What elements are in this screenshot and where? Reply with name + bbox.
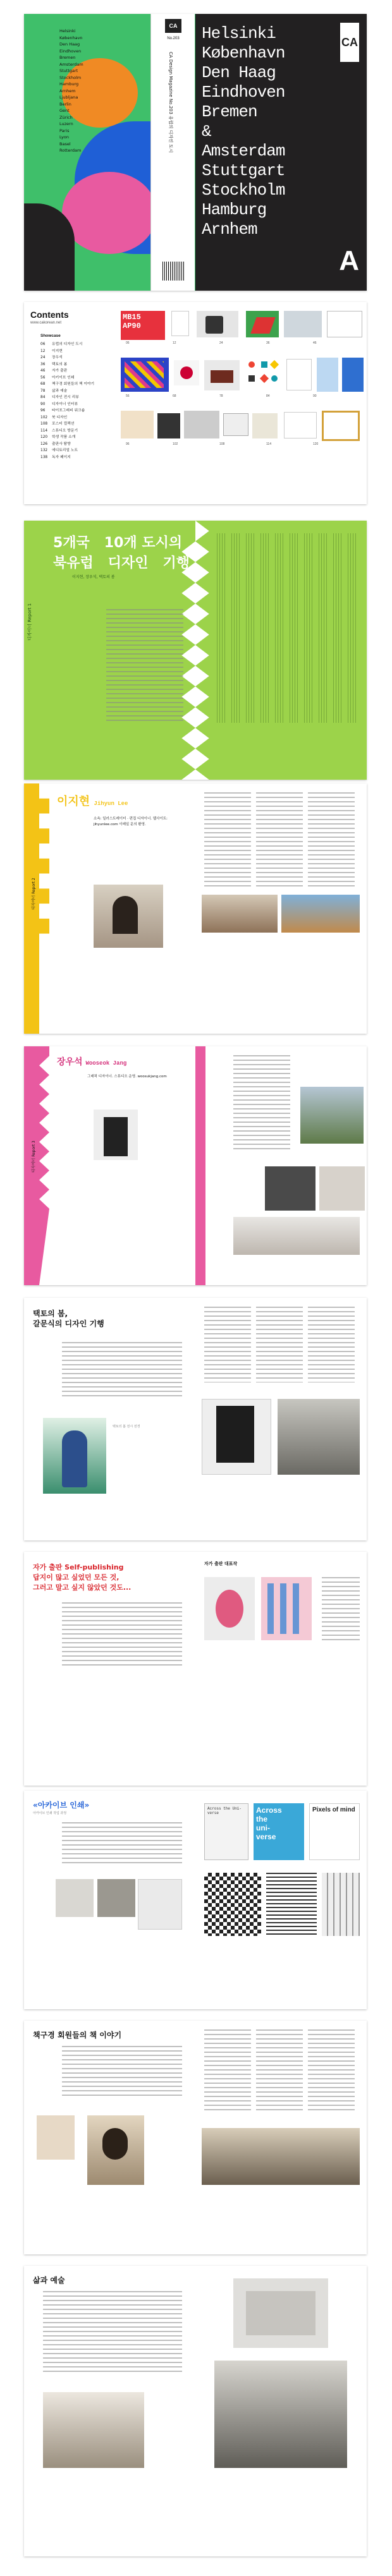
- feature-column: [246, 533, 255, 723]
- self-right: [195, 1552, 367, 1786]
- feature-column: [217, 533, 226, 723]
- toc-text: 장우석: [52, 356, 63, 360]
- cover-big-letter: A: [339, 245, 359, 276]
- cover-city: Eindhoven: [202, 83, 285, 102]
- back-list-item: Ljubljana: [59, 95, 78, 100]
- feature-column: [333, 533, 342, 723]
- back-list-item: Helsinki: [59, 28, 76, 33]
- jang-bio: 그래픽 디자이너. 스튜디오 운영. woosukjang.com: [87, 1075, 167, 1079]
- self-left: [24, 1552, 195, 1786]
- back-list-item: Stuttgart: [59, 68, 78, 73]
- toc-text: 타이포그래피 워크숍: [52, 409, 85, 413]
- back-list-item: Bremen: [59, 55, 76, 60]
- archive-spread: [24, 1791, 367, 2009]
- life-title: 삶과 예술: [33, 2276, 65, 2285]
- toc-text: 독자 페이지: [52, 455, 71, 459]
- back-list-item: Zürich: [59, 114, 73, 120]
- feature-column: [290, 533, 298, 723]
- pixels-book: Pixels of mind: [309, 1803, 360, 1860]
- feature-column: [304, 533, 313, 723]
- thumb-label: 108: [219, 442, 225, 446]
- self-spread: [24, 1552, 367, 1786]
- bookclub-title: 책구경 회원들의 책 이야기: [33, 2031, 122, 2040]
- thumb-label: 06: [126, 341, 130, 345]
- archive-subtitle: 아카이브 인쇄 작업 과정: [33, 1811, 67, 1815]
- spine-logo: CA: [165, 19, 181, 33]
- toc-text: 에디토리얼 노트: [52, 449, 78, 452]
- toc-number: 120: [40, 435, 48, 439]
- city-stack: [202, 24, 334, 239]
- thumb-label: 12: [173, 341, 176, 345]
- toc-number: 90: [40, 402, 46, 406]
- toc-text: 디자인 전시 리뷰: [52, 396, 79, 399]
- toc-number: 102: [40, 415, 48, 420]
- toc-text: 학생 작품 소개: [52, 435, 76, 439]
- life-spread: [24, 2266, 367, 2556]
- jang-portrait: [94, 1110, 138, 1160]
- bookclub-right: [195, 2021, 367, 2254]
- lee-spread: [24, 783, 367, 1034]
- toc-text: 책구경 회원들의 책 이야기: [52, 382, 95, 386]
- toc-text: 스튜디오 방문기: [52, 428, 78, 433]
- toc-text: 이지현: [52, 349, 63, 353]
- jang-side-label: 디자이너 Report 3: [32, 1140, 36, 1173]
- feature-column: [348, 533, 357, 723]
- back-list-item: Berlin: [59, 101, 71, 107]
- back-list-item: Gent: [59, 108, 70, 113]
- toc-text: 삶과 예술: [52, 389, 68, 393]
- back-list-item: Hamburg: [59, 82, 79, 87]
- cover-logo-block: CA: [340, 23, 359, 62]
- back-list-item: Luzern: [59, 121, 73, 126]
- bookclub-left: [24, 2021, 195, 2254]
- toc-item[interactable]: [40, 441, 135, 448]
- contents-subtitle: www.cakorean.net: [30, 321, 62, 325]
- spine: [150, 14, 195, 291]
- toc-item[interactable]: [40, 394, 135, 401]
- taekto-caption: 택토의 봄 전시 전경: [113, 1425, 140, 1429]
- toc-text: 출판사 탐방: [52, 442, 71, 446]
- taekto-spread: [24, 1298, 367, 1540]
- cover-city: København: [202, 44, 285, 63]
- archive-right: Across the Uni-verse Across the uni- verse Pixels of mind: [195, 1791, 367, 2009]
- toc-text: 유럽의 디자인 도시: [52, 342, 83, 346]
- self-title-3: 그러고 말고 싶지 않았던 것도...: [33, 1583, 132, 1592]
- toc-number: 108: [40, 422, 48, 426]
- taekto-right: [195, 1298, 367, 1540]
- toc-number: 24: [40, 356, 46, 360]
- thumb-label: 120: [313, 442, 319, 446]
- jang-right: [195, 1046, 367, 1285]
- thumb-label: 78: [219, 394, 223, 398]
- thumb-label: 90: [313, 394, 317, 398]
- thumb-label: 68: [173, 394, 176, 398]
- thumb-label: 114: [266, 442, 271, 446]
- archive-title: «아카이브 인쇄»: [33, 1801, 90, 1810]
- feature-column: [260, 533, 269, 723]
- toc-number: 06: [40, 342, 46, 346]
- contents-spread: [24, 302, 367, 504]
- toc-item[interactable]: [40, 447, 135, 454]
- back-list-item: Eindhoven: [59, 48, 82, 54]
- jang-spread: [24, 1046, 367, 1285]
- self-right-heading: 자가 출판 대표작: [204, 1561, 238, 1566]
- toc-item[interactable]: [40, 341, 135, 348]
- pink-blob: [62, 172, 157, 254]
- feature-left: [24, 521, 195, 780]
- toc-number: 36: [40, 362, 46, 366]
- back-list-item: Den Haag: [59, 42, 80, 47]
- life-right: [195, 2266, 367, 2556]
- contents-section-label: Showcase: [40, 334, 61, 338]
- thumb-label: 24: [219, 341, 223, 345]
- toc-item[interactable]: [40, 401, 135, 408]
- back-list-item: Amsterdam: [59, 61, 83, 67]
- lee-right: [195, 783, 367, 1034]
- archive-left: [24, 1791, 195, 2009]
- lee-portrait: [94, 885, 163, 948]
- toc-number: 68: [40, 382, 46, 386]
- toc-number: 84: [40, 396, 46, 399]
- cover-spread: [24, 14, 367, 291]
- lee-bio: 소속: 일러스트레이터 · 편집 디자이너. 웹사이트: jihyunlee.com 이메일 문의 환영.: [94, 817, 168, 826]
- back-list-item: Basel: [59, 141, 71, 147]
- front-cover: [195, 14, 367, 291]
- toc-item[interactable]: [40, 348, 135, 355]
- cover-city: Stuttgart: [202, 161, 285, 180]
- feature-title-1: 5개국 10개 도시의: [53, 535, 183, 551]
- toc-text: 택토의 봄: [52, 362, 68, 366]
- toc-text: 아키이브 인쇄: [52, 375, 75, 380]
- across-book: Across the Uni-verse: [204, 1803, 248, 1860]
- feature-byline: 이지현, 장우석, 택토의 봄: [72, 575, 115, 579]
- cover-city: Arnhem: [202, 220, 257, 239]
- thumb-label: 84: [266, 394, 270, 398]
- spine-text: CA Design Magazine No.203 유럽의 디자인 도시: [168, 52, 173, 153]
- thumb-label: 96: [126, 442, 130, 446]
- toc-number: 12: [40, 349, 46, 353]
- back-list-item: Lyon: [59, 135, 69, 140]
- back-list-item: Rotterdam: [59, 148, 82, 153]
- cover-city: Bremen: [202, 102, 257, 121]
- back-list-item: Paris: [59, 128, 70, 133]
- toc-text: 디자이너 인터뷰: [52, 402, 78, 406]
- back-list-item: Stockholm: [59, 75, 82, 80]
- feature-side-label: 디자이너 Report 1: [27, 603, 32, 641]
- toc-item[interactable]: [40, 454, 135, 461]
- feature-right: [195, 521, 367, 780]
- taekto-title-2: 갈문식의 디자인 기행: [33, 1319, 104, 1328]
- contents-page: [24, 302, 195, 504]
- thumb-label: 46: [313, 341, 317, 345]
- jang-name: 장우석 Wooseok Jang: [57, 1057, 127, 1067]
- toc-number: 78: [40, 389, 46, 393]
- city-list: [59, 28, 161, 154]
- taekto-left: [24, 1298, 195, 1540]
- toc-text: 북 디자인: [52, 415, 68, 420]
- cover-city: Amsterdam: [202, 142, 285, 160]
- back-list-item: København: [59, 35, 83, 40]
- thumb-label: 56: [126, 394, 130, 398]
- cover-city: &: [202, 122, 211, 141]
- toc-text: 자가 출판: [52, 369, 68, 373]
- feature-column: [231, 533, 240, 723]
- lee-side-label: 디자이너 Report 2: [32, 878, 36, 910]
- cover-city: Den Haag: [202, 63, 276, 82]
- self-title-1: 자가 출판 Self-publishing: [33, 1563, 124, 1571]
- toc-number: 114: [40, 428, 48, 433]
- toc-number: 138: [40, 455, 48, 459]
- contents-title: Contents: [30, 310, 69, 320]
- thumb-label: 102: [173, 442, 178, 446]
- cover-city: Hamburg: [202, 200, 267, 219]
- contents-thumbs: MB15 AP90 06 12 24 36 46 56 68 78 84 90 96 102 108 114 120: [195, 302, 367, 504]
- back-list-item: Arnhem: [59, 88, 76, 94]
- thumb-label: 36: [266, 341, 270, 345]
- life-left: [24, 2266, 195, 2556]
- yellow-zigzag: [24, 783, 49, 1034]
- feature-title-2: 북유럽 디자인 기행: [53, 555, 190, 571]
- taekto-title-1: 택토의 봄,: [33, 1309, 68, 1318]
- feature-spread: [24, 521, 367, 780]
- toc-number: 132: [40, 449, 48, 452]
- toc-number: 56: [40, 375, 46, 380]
- cover-city: Stockholm: [202, 181, 285, 200]
- bookclub-spread: [24, 2021, 367, 2254]
- toc-number: 126: [40, 442, 48, 446]
- jang-left: [24, 1046, 195, 1285]
- feature-column: [319, 533, 328, 723]
- toc-text: 포스터 컬렉션: [52, 422, 75, 426]
- magenta-zigzag: [24, 1046, 49, 1285]
- taekto-photo: [43, 1418, 106, 1494]
- self-title-2: 답지이 많고 싶었던 모든 것,: [33, 1573, 119, 1581]
- toc-number: 46: [40, 369, 46, 373]
- feature-column: [275, 533, 284, 723]
- lee-name: 이지현 Jihyun Lee: [57, 795, 128, 808]
- spine-issue: No.203: [167, 37, 180, 40]
- toc-number: 96: [40, 409, 46, 413]
- cover-city: Helsinki: [202, 24, 276, 43]
- lee-left: [24, 783, 195, 1034]
